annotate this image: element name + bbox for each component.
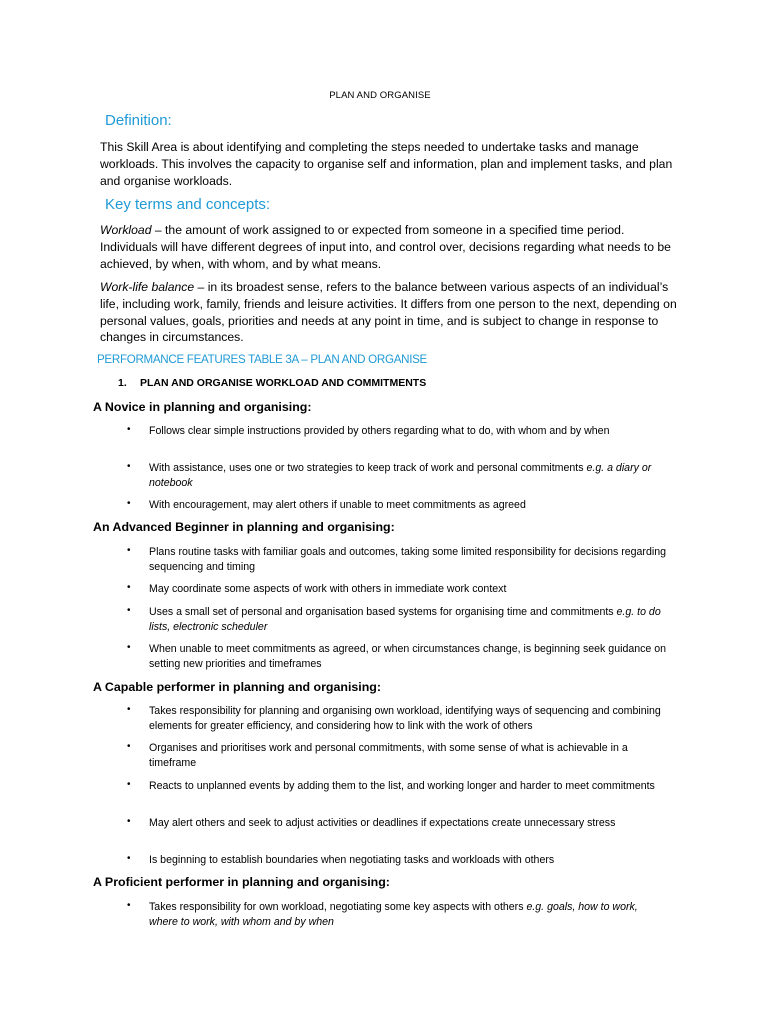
bullet-icon: • bbox=[127, 498, 131, 509]
bullet-icon: • bbox=[127, 424, 131, 435]
bullet-icon: • bbox=[127, 816, 131, 827]
list-item-text: Reacts to unplanned events by adding them to the list, and working longer and harder to meet commitments bbox=[149, 780, 655, 792]
key-terms-heading: Key terms and concepts: bbox=[105, 196, 271, 213]
performance-features-heading: PERFORMANCE FEATURES TABLE 3A – PLAN AND ORGANISE bbox=[97, 353, 427, 366]
work-life-balance-text: – in its broadest sense, refers to the balance between various aspects of an individual’s life, including work, family, friends and leisure activities. It differs from one person to the next, depending on personal values, goals, priorities and needs at any point in time, and is subject to change in response to changes in circumstances. bbox=[100, 280, 677, 345]
list-item-text: When unable to meet commitments as agreed, or when circumstances change, is beginning seek guidance on setting new priorities and timeframes bbox=[149, 643, 667, 670]
bullet-icon: • bbox=[127, 582, 131, 593]
bullet-icon: • bbox=[127, 741, 131, 752]
list-item-text: Organises and prioritises work and personal commitments, with some sense of what is achievable in a timeframe bbox=[149, 742, 628, 769]
work-life-balance-definition bbox=[100, 279, 680, 346]
list-item-text: Takes responsibility for planning and organising own workload, identifying ways of sequencing and combining elements for greater efficiency, and considering how to link with the work of others bbox=[149, 705, 661, 732]
workload-definition bbox=[100, 222, 680, 272]
list-item-text: Is beginning to establish boundaries when negotiating tasks and workloads with others bbox=[149, 854, 555, 866]
list-item-text: Plans routine tasks with familiar goals and outcomes, taking some limited responsibility for decisions regarding sequencing and timing bbox=[149, 546, 666, 573]
bullet-icon: • bbox=[127, 900, 131, 911]
bullet-icon: • bbox=[127, 853, 131, 864]
list-item-text: Follows clear simple instructions provided by others regarding what to do, with whom and by when bbox=[149, 425, 610, 437]
advanced-beginner-heading: An Advanced Beginner in planning and organising: bbox=[93, 520, 395, 534]
list-item-text: May coordinate some aspects of work with others in immediate work context bbox=[149, 583, 507, 595]
work-life-balance-term: Work-life balance bbox=[100, 280, 195, 294]
workload-term: Workload bbox=[100, 223, 152, 237]
section-1-number: 1. bbox=[118, 377, 127, 389]
bullet-icon: • bbox=[127, 545, 131, 556]
workload-text: – the amount of work assigned to or expected from someone in a specified time period. Individuals will have different degrees of input into, and control over, decisions regarding what needs to be achieved, by when, with whom, and by what means. bbox=[100, 223, 671, 271]
definition-heading: Definition: bbox=[105, 112, 172, 129]
document-title: PLAN AND ORGANISE bbox=[329, 90, 431, 101]
list-item-text: May alert others and seek to adjust activities or deadlines if expectations create unnecessary stress bbox=[149, 817, 616, 829]
proficient-heading: A Proficient performer in planning and organising: bbox=[93, 875, 390, 889]
bullet-icon: • bbox=[127, 642, 131, 653]
bullet-icon: • bbox=[127, 605, 131, 616]
definition-body: This Skill Area is about identifying and completing the steps needed to undertake tasks and manage workloads. This involves the capacity to organise self and information, plan and implement tasks, and plan and organise workloads. bbox=[100, 140, 673, 188]
list-item-text: With assistance, uses one or two strategies to keep track of work and personal commitments e.g. a diary or notebook bbox=[149, 462, 652, 489]
bullet-icon: • bbox=[127, 461, 131, 472]
list-item-text: With encouragement, may alert others if unable to meet commitments as agreed bbox=[149, 499, 526, 511]
capable-heading: A Capable performer in planning and organising: bbox=[93, 680, 381, 694]
list-item-text: Takes responsibility for own workload, negotiating some key aspects with others e.g. goals, how to work, where to work, with whom and by when bbox=[149, 901, 638, 928]
bullet-icon: • bbox=[127, 704, 131, 715]
list-item-text: Uses a small set of personal and organisation based systems for organising time and commitments e.g. to do lists, electronic scheduler bbox=[149, 606, 661, 633]
section-1-title: PLAN AND ORGANISE WORKLOAD AND COMMITMENTS bbox=[140, 377, 427, 389]
novice-heading: A Novice in planning and organising: bbox=[93, 400, 312, 414]
section-1-heading bbox=[118, 377, 426, 389]
bullet-icon: • bbox=[127, 779, 131, 790]
